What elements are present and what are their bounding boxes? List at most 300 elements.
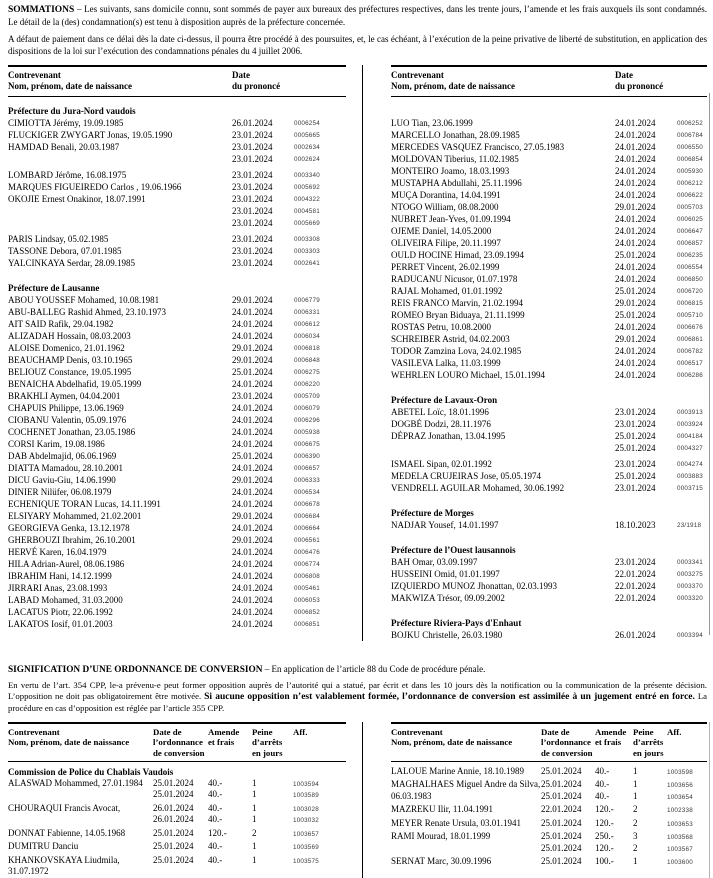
- conversion-entry: [391, 856, 707, 868]
- offender-entry: [391, 592, 707, 604]
- header-contrevenant-line2: Nom, prénom, date de naissance: [8, 737, 130, 748]
- conversion-rows: [541, 818, 707, 830]
- offender-entry: [8, 402, 346, 414]
- case-ref: 0003924: [677, 421, 703, 428]
- header-fine: [208, 727, 252, 758]
- case-ref: 0005938: [294, 429, 320, 436]
- offender-row: [391, 568, 707, 580]
- offender-entry: [391, 556, 707, 568]
- offender-name: ABETEL Loïc, 18.01.1996: [391, 407, 489, 417]
- offender-name: PARIS Lindsay, 05.02.1985: [8, 234, 109, 244]
- case-ref: 0006079: [294, 405, 320, 412]
- authority-section: [8, 766, 346, 878]
- pronounce-date: 24.01.2024: [232, 427, 273, 437]
- prefecture-title: Préfecture de l’Ouest lausannois: [391, 545, 516, 555]
- conversion-row: [153, 828, 346, 840]
- header-aff: [293, 727, 346, 758]
- conversion-left-body: [8, 766, 346, 878]
- offender-name: CHAPUIS Philippe, 13.06.1969: [8, 403, 124, 413]
- pronounce-date: 25.01.2024: [615, 431, 656, 441]
- pronounce-date: 23.01.2024: [232, 218, 273, 228]
- conversion-row: [153, 803, 346, 815]
- header-contrevenant-line1: Contrevenant: [391, 70, 444, 80]
- sommations-right-column: [391, 65, 707, 641]
- offender-entry: [391, 580, 707, 592]
- offender-name: FLUCKIGER ZWYGART Jonas, 19.05.1990: [8, 130, 173, 140]
- offender-name: GHERBOUZI Ibrahim, 26.10.2001: [8, 535, 136, 545]
- offender-entry: [391, 333, 707, 345]
- column-divider-line: [362, 65, 363, 641]
- case-ref: 0006550: [677, 144, 703, 151]
- case-ref: 0005710: [677, 312, 703, 319]
- case-ref: 0006331: [294, 309, 320, 316]
- pronounce-date: 29.01.2024: [232, 511, 273, 521]
- offender-row: [391, 345, 707, 357]
- offender-name: DUMITRU Danciu: [8, 841, 79, 852]
- prefecture-section: [8, 105, 346, 269]
- offender-row: [8, 193, 346, 205]
- offender-row: [8, 205, 346, 217]
- order-date: 25.01.2024: [541, 790, 582, 801]
- offender-name: DAB Abdelmajid, 06.06.1969: [8, 451, 117, 461]
- arrest-days: 1: [252, 777, 257, 788]
- pronounce-date: 24.01.2024: [615, 178, 656, 188]
- offender-row: [391, 189, 707, 201]
- offender-entry: [8, 390, 346, 402]
- offender-entry: [391, 458, 707, 470]
- offender-name: LALOUE Marine Annie, 18.10.1989: [391, 765, 524, 776]
- offender-entry: [8, 606, 346, 618]
- table-header: [391, 65, 707, 97]
- offender-entry: [391, 430, 707, 454]
- offender-name: [8, 217, 232, 229]
- case-ref: 1003653: [667, 820, 693, 828]
- offender-name: ECHENIQUE TORAN Lucas, 14.11.1991: [8, 499, 161, 509]
- pronounce-date: 29.01.2024: [615, 202, 656, 212]
- offender-row: [391, 321, 707, 333]
- case-ref: 0006554: [677, 264, 703, 271]
- case-ref: 0003303: [294, 248, 320, 255]
- offender-name: DÉPRAZ Jonathan, 13.04.1995: [391, 431, 506, 441]
- case-ref: 0006684: [294, 513, 320, 520]
- case-ref: 0006053: [294, 597, 320, 604]
- case-ref: 0006861: [677, 336, 703, 343]
- offender-entry: [8, 426, 346, 438]
- conversion-right-column: [391, 722, 707, 870]
- header-arrest-line1: Peine: [633, 727, 654, 737]
- header-contrevenant: [391, 727, 541, 758]
- pronounce-date: 24.01.2024: [615, 154, 656, 164]
- case-ref: 0003340: [294, 172, 320, 179]
- header-date: [615, 70, 663, 91]
- order-date: 25.01.2024: [541, 817, 582, 828]
- offender-name: BELIOUZ Constance, 19.05.1995: [8, 367, 132, 377]
- offender-name: SCHREIBER Astrid, 04.02.2003: [391, 334, 510, 344]
- conversion-entry: [8, 778, 346, 801]
- case-ref: 0006720: [677, 288, 703, 295]
- offender-row: [8, 570, 346, 582]
- offender-row: [8, 426, 346, 438]
- case-ref: 1003028: [293, 805, 319, 813]
- case-ref: 0006275: [294, 369, 320, 376]
- conversion-table: [8, 722, 707, 878]
- offender-entry: [8, 462, 346, 474]
- case-ref: 0005665: [294, 132, 320, 139]
- prefecture-title: Préfecture de Morges: [391, 508, 474, 518]
- pronounce-date: 29.01.2024: [232, 355, 273, 365]
- offender-name: CIMIOTTA Jérémy, 19.09.1985: [8, 118, 124, 128]
- arrest-days: 1: [252, 789, 257, 800]
- header-aff-label: Aff.: [667, 727, 682, 737]
- pronounce-date: 29.01.2024: [615, 298, 656, 308]
- offender-entry: [391, 189, 707, 201]
- case-ref: 0004274: [677, 461, 703, 468]
- pronounce-date: 24.01.2024: [232, 595, 273, 605]
- offender-entry: [8, 378, 346, 390]
- pronounce-date: 24.01.2024: [232, 403, 273, 413]
- offender-name: BAH Omar, 03.09.1997: [391, 557, 478, 567]
- offender-entry: [391, 117, 707, 129]
- offender-entry: [8, 582, 346, 594]
- header-contrevenant-line1: Contrevenant: [8, 727, 60, 737]
- offender-name: WEHRLEN LOURO Michael, 15.01.1994: [391, 370, 545, 380]
- header-fine-line2: et frais: [208, 737, 235, 748]
- case-ref: 0005709: [294, 393, 320, 400]
- offender-name: OJEME Daniel, 14.05.2000: [391, 226, 492, 236]
- fine-amount: 40.-: [208, 777, 223, 788]
- fine-amount: 40.-: [208, 789, 223, 800]
- pronounce-date: 23.01.2024: [232, 258, 273, 268]
- offender-name: [8, 153, 232, 165]
- offender-row: [8, 594, 346, 606]
- pronounce-date: 23.01.2024: [615, 557, 656, 567]
- offender-name: MEDELA CRUJEIRAS Jose, 05.05.1974: [391, 471, 542, 481]
- offender-name: DONNAT Fabienne, 14.05.1968: [8, 827, 126, 838]
- pronounce-date: 24.01.2024: [232, 571, 273, 581]
- conversion-rows: [541, 831, 707, 854]
- conversion-row: [153, 841, 346, 853]
- pronounce-date: 23.01.2024: [615, 419, 656, 429]
- case-ref: 0006657: [294, 465, 320, 472]
- pronounce-date: 23.01.2024: [615, 483, 656, 493]
- case-ref: 0003341: [677, 559, 703, 566]
- case-ref: 0006252: [677, 120, 703, 127]
- arrest-days: 2: [633, 842, 638, 853]
- case-ref: 1003657: [293, 830, 319, 838]
- offender-name: VASILEVA Lalka, 11.03.1999: [391, 358, 501, 368]
- conversion-rows: [153, 855, 346, 878]
- case-ref: 0003320: [677, 595, 703, 602]
- pronounce-date: 25.01.2024: [615, 310, 656, 320]
- fine-amount: 40.-: [208, 802, 223, 813]
- offender-entry: [8, 193, 346, 229]
- offender-name: NUBRET Jean-Yves, 01.09.1994: [391, 214, 511, 224]
- offender-name: VENDRELL AGUILAR Mohamed, 30.06.1992: [391, 483, 565, 493]
- pronounce-date: 29.01.2024: [232, 343, 273, 353]
- pronounce-date: 24.01.2024: [232, 307, 273, 317]
- offender-row: [391, 201, 707, 213]
- case-ref: 0006818: [294, 345, 320, 352]
- offender-name: LABAD Mohamed, 31.03.2000: [8, 595, 123, 605]
- case-ref: 1003600: [667, 859, 693, 867]
- case-ref: 1003032: [293, 817, 319, 825]
- offender-name: ROMEO Bryan Biduaya, 21.11.1999: [391, 310, 525, 320]
- offender-entry: [391, 141, 707, 153]
- offender-row: [8, 534, 346, 546]
- arrest-days: 1: [252, 814, 257, 825]
- arrest-days: 1: [252, 841, 257, 852]
- header-date: [232, 70, 280, 91]
- offender-entry: [391, 225, 707, 237]
- pronounce-date: 23.01.2024: [615, 459, 656, 469]
- offender-entry: [8, 117, 346, 129]
- prefecture-title: Préfecture Riviera-Pays d'Enhaut: [391, 618, 522, 628]
- page-edge-line: [709, 93, 710, 635]
- fine-amount: 120.-: [208, 827, 227, 838]
- pronounce-date: 24.01.2024: [232, 415, 273, 425]
- conversion-row: [541, 818, 707, 830]
- case-ref: 1003598: [667, 768, 693, 776]
- offender-name: [8, 205, 232, 217]
- case-ref: 1002338: [667, 807, 693, 815]
- case-ref: 0003370: [677, 583, 703, 590]
- offender-name: MAGHALHAES Miguel Andre da Silva, 06.03.1983: [391, 779, 541, 801]
- header-date-line1: Date: [615, 70, 633, 80]
- fine-amount: 40.-: [595, 790, 610, 801]
- offender-name: JIRRARI Anas, 23.08.1993: [8, 583, 108, 593]
- offender-entry: [391, 177, 707, 189]
- offender-row: [391, 165, 707, 177]
- offender-entry: [391, 406, 707, 418]
- order-date: 25.01.2024: [541, 765, 582, 776]
- pronounce-date: 25.01.2024: [232, 367, 273, 377]
- offender-row: [8, 245, 346, 257]
- offender-name: AIT SAID Rafik, 29.04.1982: [8, 319, 114, 329]
- case-ref: 0006025: [677, 216, 703, 223]
- offender-name: MERCEDES VASQUEZ Francisco, 27.05.1983: [391, 142, 565, 152]
- case-ref: 1003568: [667, 834, 693, 842]
- offender-entry: [391, 568, 707, 580]
- pronounce-date: 24.01.2024: [232, 583, 273, 593]
- header-fine-line2: et frais: [595, 737, 622, 748]
- offender-row: [391, 297, 707, 309]
- case-ref: 0006848: [294, 357, 320, 364]
- offender-entry: [8, 354, 346, 366]
- pronounce-date: 25.01.2024: [615, 250, 656, 260]
- conversion-entry: [391, 818, 707, 830]
- sommations-left-body: [8, 105, 346, 630]
- pronounce-date: 24.01.2024: [232, 379, 273, 389]
- offender-name: IBRAHIM Hani, 14.12.1999: [8, 571, 112, 581]
- offender-name: CORSI Karim, 19.08.1986: [8, 439, 105, 449]
- offender-row: [391, 406, 707, 418]
- fine-amount: 40.-: [208, 854, 223, 865]
- offender-entry: [8, 294, 346, 306]
- offender-row: [8, 141, 346, 153]
- conversion-rows: [153, 828, 346, 840]
- offender-name: ABOU YOUSSEF Mohamed, 10.08.1981: [8, 295, 160, 305]
- offender-name: ABU-BALLEG Rashid Ahmed, 23.10.1973: [8, 307, 166, 317]
- offender-entry: [8, 257, 346, 269]
- offender-entry: [8, 534, 346, 546]
- pronounce-date: 24.01.2024: [615, 262, 656, 272]
- offender-name: ELSIYARY Mohammed, 21.02.2001: [8, 511, 142, 521]
- offender-row: [8, 117, 346, 129]
- conversion-entry: [391, 779, 707, 802]
- offender-row: [8, 181, 346, 193]
- offender-entry: [8, 474, 346, 486]
- case-ref: 0004327: [677, 445, 703, 452]
- case-ref: 1003575: [293, 857, 319, 865]
- case-ref: 0006852: [294, 609, 320, 616]
- conversion-heading-rest: – En application de l’article 88 du Code de procédure pénale.: [264, 664, 486, 674]
- offender-row: [8, 546, 346, 558]
- conversion-rows: [153, 841, 346, 853]
- prefecture-section: [391, 105, 707, 381]
- header-order-date: [153, 727, 208, 758]
- offender-name: LAKATOS Iosif, 01.01.2003: [8, 619, 113, 629]
- pronounce-date: 23.01.2024: [232, 130, 273, 140]
- offender-entry: [8, 181, 346, 193]
- case-ref: 0006612: [294, 321, 320, 328]
- case-ref: 0003913: [677, 409, 703, 416]
- offender-row: [8, 129, 346, 141]
- table-header: [8, 65, 346, 97]
- case-ref: 0006774: [294, 561, 320, 568]
- offender-name: MUÇA Dorantina, 14.04.1991: [391, 190, 501, 200]
- fine-amount: 40.-: [595, 765, 610, 776]
- header-order-date-line2: l’ordonnance: [541, 737, 591, 748]
- header-contrevenant: [391, 70, 615, 91]
- header-order-date-line2: l’ordonnance: [153, 737, 203, 748]
- header-contrevenant: [8, 70, 232, 91]
- pronounce-date: 24.01.2024: [232, 319, 273, 329]
- conversion-rows: [541, 804, 707, 816]
- case-ref: 1003656: [667, 782, 693, 790]
- pronounce-date: 24.01.2024: [232, 607, 273, 617]
- prefecture-section: [391, 617, 707, 641]
- case-ref: 1003654: [667, 793, 693, 801]
- offender-entry: [8, 342, 346, 354]
- offender-row: [391, 470, 707, 482]
- offender-row: [8, 606, 346, 618]
- case-ref: 0006850: [677, 276, 703, 283]
- offender-entry: [8, 510, 346, 522]
- offender-entry: [8, 366, 346, 378]
- pronounce-date: 23.01.2024: [232, 154, 273, 164]
- case-ref: 0003275: [677, 571, 703, 578]
- case-ref: 0003715: [677, 485, 703, 492]
- prefecture-title: Préfecture de Lausanne: [8, 283, 100, 293]
- offender-row: [391, 153, 707, 165]
- conversion-heading-paragraph: [8, 664, 707, 676]
- header-contrevenant-line1: Contrevenant: [8, 70, 61, 80]
- conversion-row: [541, 831, 707, 843]
- pronounce-date: 24.01.2024: [615, 274, 656, 284]
- pronounce-date: 24.01.2024: [615, 190, 656, 200]
- header-date-line2: du prononcé: [232, 80, 281, 91]
- case-ref: 0006296: [294, 417, 320, 424]
- pronounce-date: 24.01.2024: [615, 322, 656, 332]
- offender-entry: [8, 594, 346, 606]
- order-date: 26.01.2024: [153, 814, 194, 825]
- pronounce-date: 23.01.2024: [232, 234, 273, 244]
- pronounce-date: 24.01.2024: [615, 238, 656, 248]
- order-date: 25.01.2024: [153, 841, 194, 852]
- header-arrest-line3: en jours: [633, 747, 664, 758]
- offender-entry: [391, 201, 707, 213]
- case-ref: 0005669: [294, 220, 320, 227]
- offender-name: DICU Gaviu-Giu, 14.06.1990: [8, 475, 116, 485]
- pronounce-date: 29.01.2024: [232, 475, 273, 485]
- offender-name: HILA Adrian-Aurel, 08.06.1986: [8, 559, 125, 569]
- case-ref: 0006854: [677, 156, 703, 163]
- fine-amount: 40.-: [208, 814, 223, 825]
- offender-row: [391, 129, 707, 141]
- offender-entry: [8, 438, 346, 450]
- conversion-right-body: [391, 766, 707, 868]
- offender-row: [8, 474, 346, 486]
- offender-entry: [391, 273, 707, 285]
- offender-name: PERRET Vincent, 26.02.1999: [391, 262, 500, 272]
- case-ref: 1003589: [293, 792, 319, 800]
- offender-row: [8, 486, 346, 498]
- arrest-days: 1: [633, 779, 638, 790]
- offender-name: KHANKOVSKAYA Liudmila, 31.07.1972: [8, 854, 120, 877]
- order-date: 26.01.2024: [153, 802, 194, 813]
- case-ref: 0006220: [294, 381, 320, 388]
- offender-row: [8, 618, 346, 630]
- header-date-line1: Date: [232, 70, 250, 80]
- case-ref: 0002641: [294, 260, 320, 267]
- offender-row: [391, 442, 707, 454]
- case-ref: 0004184: [677, 433, 703, 440]
- sommations-left-column: [8, 65, 346, 630]
- pronounce-date: 25.01.2024: [615, 443, 656, 453]
- header-contrevenant: [8, 727, 153, 758]
- header-arrest: [633, 727, 667, 758]
- prefecture-section: [391, 507, 707, 531]
- header-fine: [595, 727, 633, 758]
- case-ref: 1003594: [293, 780, 319, 788]
- sommations-right-body: [391, 105, 707, 641]
- case-ref: 0006622: [677, 192, 703, 199]
- case-ref: 0003883: [677, 473, 703, 480]
- conversion-row: [541, 779, 707, 791]
- offender-entry: [391, 285, 707, 297]
- pronounce-date: 23.01.2024: [232, 391, 273, 401]
- offender-name: MEYER Renate Ursula, 03.01.1941: [391, 817, 521, 828]
- pronounce-date: 24.01.2024: [615, 142, 656, 152]
- pronounce-date: 24.01.2024: [232, 487, 273, 497]
- offender-row: [391, 369, 707, 381]
- case-ref: 0006675: [294, 441, 320, 448]
- offender-row: [8, 233, 346, 245]
- header-date-line2: du prononcé: [615, 80, 664, 91]
- offender-entry: [8, 330, 346, 342]
- offender-entry: [391, 165, 707, 177]
- order-date: 25.01.2024: [153, 789, 194, 800]
- offender-name: LUO Tian, 23.06.1999: [391, 118, 473, 128]
- default-payment-paragraph: [8, 34, 707, 57]
- header-order-date-line1: Date de: [541, 727, 570, 737]
- offender-row: [391, 117, 707, 129]
- conversion-row: [541, 856, 707, 868]
- case-ref: 0006779: [294, 297, 320, 304]
- conversion-row: [153, 814, 346, 826]
- conversion-text-bold: Si aucune opposition n’est valablement formée, l’ordonnance de conversion est assimilée à un jugement entré en force.: [204, 692, 695, 702]
- offender-entry: [391, 482, 707, 494]
